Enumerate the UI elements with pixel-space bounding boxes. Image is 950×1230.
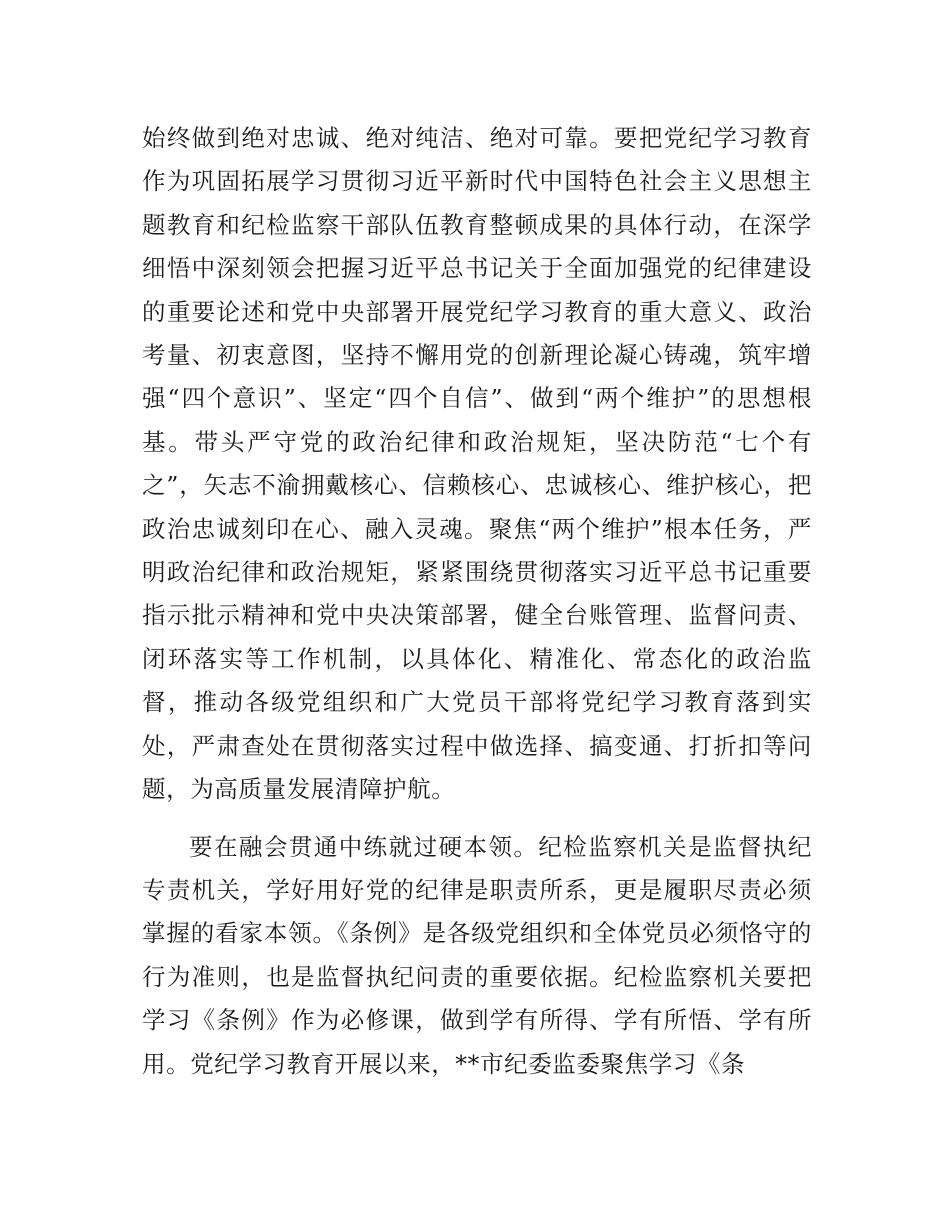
paragraph-spacer	[142, 812, 812, 826]
document-body	[142, 117, 812, 1086]
paragraph-continuation: 始终做到绝对忠诚、绝对纯洁、绝对可靠。要把党纪学习教育作为巩固拓展学习贯彻习近平新时代中国特色社会主义思想主题教育和纪检监察干部队伍教育整顿成果的具体行动，在深学细悟中深刻领会把握习近平总书记关于全面加强党的纪律建设的重要论述和党中央部署开展党纪学习教育的重大意义、政治考量、初衷意图，坚持不懈用党的创新理论凝心铸魂，筑牢增强“四个意识”、坚定“四个自信”、做到“两个维护”的思想根基。带头严守党的政治纪律和政治规矩，坚决防范“七个有之”，矢志不渝拥戴核心、信赖核心、忠诚核心、维护核心，把政治忠诚刻印在心、融入灵魂。聚焦“两个维护”根本任务，严明政治纪律和政治规矩，紧紧围绕贯彻落实习近平总书记重要指示批示精神和党中央决策部署，健全台账管理、监督问责、闭环落实等工作机制，以具体化、精准化、常态化的政治监督，推动各级党组织和广大党员干部将党纪学习教育落到实处，严肃查处在贯彻落实过程中做选择、搞变通、打折扣等问题，为高质量发展清障护航。	[142, 124, 812, 804]
paragraph-skills: 要在融会贯通中练就过硬本领。纪检监察机关是监督执纪专责机关，学好用好党的纪律是职责所系，更是履职尽责必须掌握的看家本领。《条例》是各级党组织和全体党员必须恪守的行为准则，也是监督执纪问责的重要依据。纪检监察机关要把学习《条例》作为必修课，做到学有所得、学有所悟、学有所用。党纪学习教育开展以来，**市纪委监委聚焦学习《条	[142, 832, 812, 1078]
